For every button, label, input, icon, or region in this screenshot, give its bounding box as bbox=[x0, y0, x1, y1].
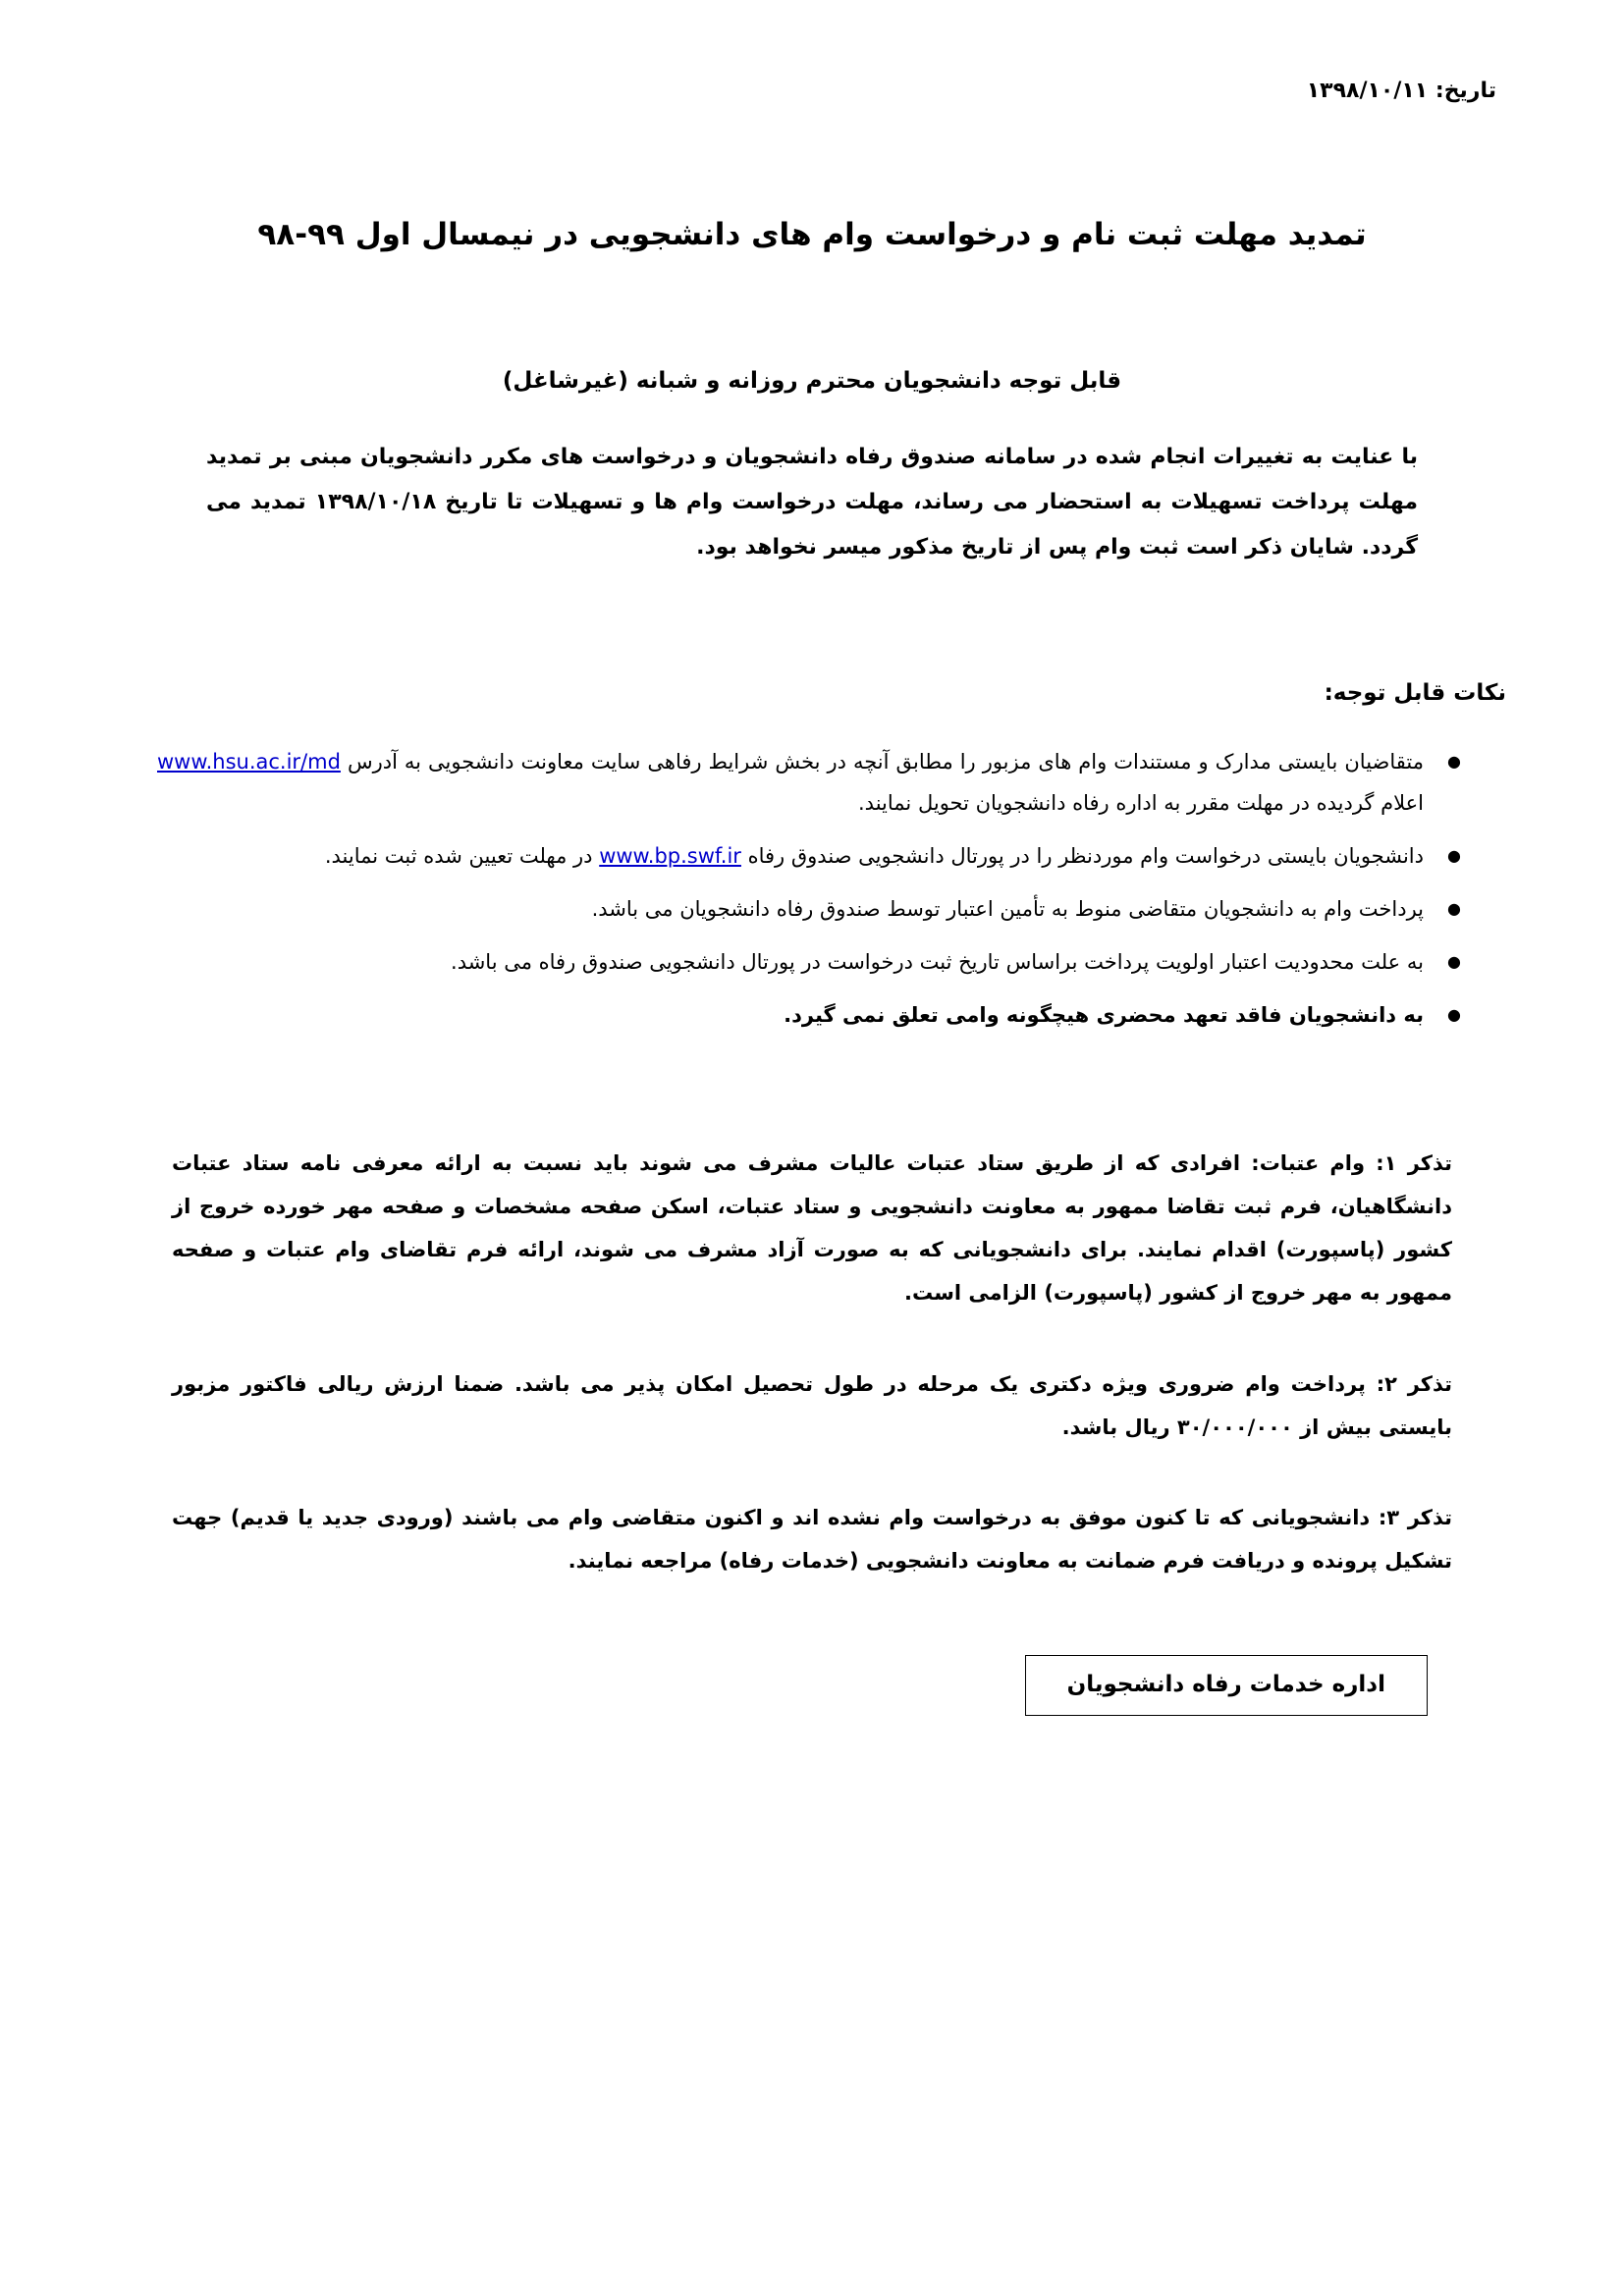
signature-area bbox=[118, 1655, 1506, 1716]
intro-paragraph: با عنایت به تغییرات انجام شده در سامانه صندوق رفاه دانشجویان و درخواست های مکرر دانشجویان مبنی بر تمدید مهلت پرداخت تسهیلات به استحضار می رساند، مهلت درخواست وام ها و تسهیلات تا تاریخ ۱۳۹۸/۱۰/۱۸ تمدید می گردد. شایان ذکر است ثبت وام پس از تاریخ مذکور میسر نخواهد بود. bbox=[206, 444, 1419, 560]
note-1-paragraph: تذکر ۱: وام عتبات: افرادی که از طریق ستاد عتبات عالیات مشرف می شوند باید نسبت به ارائه معرفی نامه ستاد عتبات دانشگاهیان، فرم ثبت تقاضا ممهور به معاونت دانشجویی و ستاد عتبات، اسکن صفحه مشخصات و صفحه مهر خورده خروج از کشور (پاسپورت) اقدام نمایند. برای دانشجویانی که به صورت آزاد مشرف می شوند، ارائه فرم تقاضای وام عتبات و صفحه ممهور به مهر خروج از کشور (پاسپورت) الزامی است. bbox=[172, 1151, 1452, 1306]
note-text: به دانشجویان فاقد تعهد محضری هیچگونه وامی تعلق نمی گیرد. bbox=[784, 1003, 1424, 1028]
list-item bbox=[157, 741, 1467, 824]
hsu-link[interactable]: www.hsu.ac.ir/md bbox=[157, 750, 341, 774]
note-text-after: اعلام گردیده در مهلت مقرر به اداره رفاه دانشجویان تحویل نمایند. bbox=[858, 791, 1424, 816]
note-text: به علت محدودیت اعتبار اولویت پرداخت براساس تاریخ ثبت درخواست در پورتال دانشجویی صندوق رفاه می باشد. bbox=[451, 950, 1424, 975]
addressee-line: قابل توجه دانشجویان محترم روزانه و شبانه (غیرشاغل) bbox=[502, 367, 1122, 394]
notes-heading: نکات قابل توجه: bbox=[1324, 680, 1506, 707]
note-3-paragraph: تذکر ۳: دانشجویانی که تا کنون موفق به درخواست وام نشده اند و اکنون متقاضی وام می باشند (ورودی جدید یا قدیم) جهت تشکیل پرونده و دریافت فرم ضمانت به معاونت دانشجویی (خدمات رفاه) مراجعه نمایند. bbox=[172, 1505, 1452, 1573]
page-title: تمدید مهلت ثبت نام و درخواست وام های دانشجویی در نیمسال اول ۹۹-۹۸ bbox=[257, 217, 1367, 252]
note-text-before: متقاضیان بایستی مدارک و مستندات وام های مزبور را مطابق آنچه در بخش شرایط رفاهی سایت معاونت دانشجویی به آدرس bbox=[340, 750, 1424, 774]
list-item bbox=[157, 835, 1467, 877]
list-item bbox=[157, 994, 1467, 1036]
list-item bbox=[157, 888, 1467, 930]
note-2-paragraph: تذکر ۲: پرداخت وام ضروری ویژه دکتری یک مرحله در طول تحصیل امکان پذیر می باشد. ضمنا ارزش ریالی فاکتور مزبور بایستی بیش از ۳۰/۰۰۰/۰۰۰ ریال باشد. bbox=[172, 1371, 1453, 1439]
note-text: پرداخت وام به دانشجویان متقاضی منوط به تأمین اعتبار توسط صندوق رفاه دانشجویان می باشد. bbox=[591, 897, 1424, 922]
notes-list bbox=[118, 741, 1506, 1036]
swf-portal-link[interactable]: www.bp.swf.ir bbox=[599, 844, 741, 869]
signature-box: اداره خدمات رفاه دانشجویان bbox=[1025, 1655, 1428, 1716]
note-text-after: در مهلت تعیین شده ثبت نمایند. bbox=[324, 844, 600, 869]
note-text-before: دانشجویان بایستی درخواست وام موردنظر را در پورتال دانشجویی صندوق رفاه bbox=[740, 844, 1424, 869]
list-item bbox=[157, 941, 1467, 983]
document-date: تاریخ: ۱۳۹۸/۱۰/۱۱ bbox=[1306, 79, 1496, 103]
